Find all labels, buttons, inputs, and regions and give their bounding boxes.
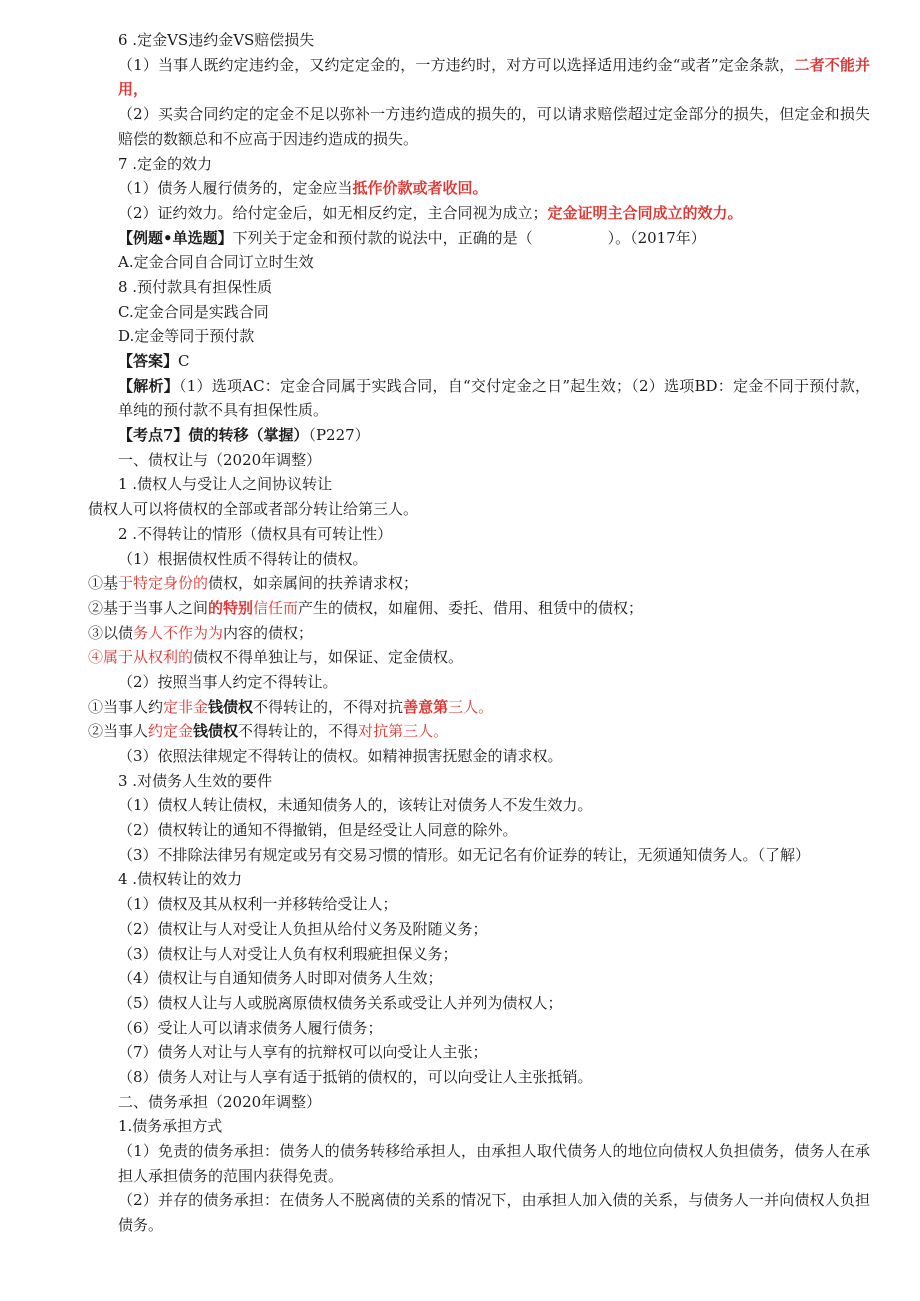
subheading: 3 .对债务人生效的要件 (118, 771, 273, 790)
paragraph: 债权人可以将债权的全部或者部分转让给第三人。 (88, 500, 419, 519)
subheading: 2 .不得转让的情形（债权具有可转让性） (118, 524, 393, 543)
example-question: 【例题•单选题】下列关于定金和预付款的说法中，正确的是（ ）。（2017年） (118, 228, 706, 247)
answer: 【答案】C (118, 352, 190, 370)
paragraph: （1）当事人既约定违约金，又约定定金的，一方违约时，对方可以选择适用违约金“或者”定金条款，二者不能并用， (118, 55, 870, 99)
list-item: ③以债务人不作为为内容的债权； (88, 623, 314, 642)
list-item: ④属于从权利的债权不得单独让与，如保证、定金债权。 (88, 648, 464, 667)
list-item: ②当事人约定金钱债权不得转让的，不得对抗第三人。 (88, 722, 449, 741)
list-item: ②基于当事人之间的特别信任而产生的债权，如雇佣、委托、借用、租赁中的债权； (88, 598, 644, 617)
paragraph: （3）依照法律规定不得转让的债权。如精神损害抚慰金的请求权。 (118, 747, 563, 766)
paragraph: （2）债权转让的通知不得撤销，但是经受让人同意的除外。 (118, 821, 518, 840)
option-a: A.定金合同自合同订立时生效 (118, 253, 314, 272)
option-b: 8 .预付款具有担保性质 (118, 277, 273, 296)
paragraph: （2）证约效力。给付定金后，如无相反约定，主合同视为成立；定金证明主合同成立的效力。 (118, 203, 743, 222)
paragraph: （2）并存的债务承担：在债务人不脱离债的关系的情况下，由承担人加入债的关系，与债务人一并向债权人负担债务。 (118, 1191, 870, 1235)
section-heading: 二、债务承担（2020年调整） (118, 1092, 322, 1111)
subheading: 4 .债权转让的效力 (118, 870, 243, 889)
list-item: （6）受让人可以请求债务人履行债务； (118, 1018, 383, 1037)
list-item: （5）债权人让与人或脱离原债权债务关系或受让人并列为债权人； (118, 993, 563, 1012)
list-item: （8）债务人对让与人享有适于抵销的债权的，可以向受让人主张抵销。 (118, 1067, 593, 1086)
list-item: （4）债权让与自通知债务人时即对债务人生效； (118, 969, 443, 988)
analysis: 【解析】（1）选项AC：定金合同属于实践合同，自“交付定金之日”起生效；（2）选项BD：定金不同于预付款，单纯的预付款不具有担保性质。 (118, 376, 870, 420)
section-heading: 一、债权让与（2020年调整） (118, 450, 322, 469)
paragraph: （2）按照当事人约定不得转让。 (118, 672, 338, 691)
paragraph: （1）根据债权性质不得转让的债权。 (118, 549, 368, 568)
subheading: 1 .债权人与受让人之间协议转让 (118, 475, 333, 494)
paragraph: （2）买卖合同约定的定金不足以弥补一方违约造成的损失的，可以请求赔偿超过定金部分的损失，但定金和损失赔偿的数额总和不应高于因违约造成的损失。 (118, 105, 870, 148)
paragraph: （1）债务人履行债务的，定金应当抵作价款或者收回。 (118, 179, 488, 198)
topic-heading: 【考点7】债的转移（掌握）（P227） (118, 426, 370, 445)
paragraph: （1）债权人转让债权，未通知债务人的，该转让对债务人不发生效力。 (118, 796, 593, 815)
paragraph: （3）不排除法律另有规定或另有交易习惯的情形。如无记名有价证券的转让，无须通知债务人。（了解） (118, 845, 811, 864)
list-item: （2）债权让与人对受让人负担从给付义务及附随义务； (118, 919, 488, 938)
document-body (88, 28, 870, 1238)
subheading: 1.债务承担方式 (118, 1117, 223, 1136)
option-d: D.定金等同于预付款 (118, 327, 255, 346)
list-item: （1）债权及其从权利一并移转给受让人； (118, 895, 398, 914)
list-item: （7）债务人对让与人享有的抗辩权可以向受让人主张； (118, 1043, 488, 1062)
heading-deposit-vs-penalty: 6 .定金VS违约金VS赔偿损失 (118, 31, 315, 49)
list-item: ①基于特定身份的债权，如亲属间的扶养请求权； (88, 574, 419, 593)
heading-deposit-effect: 7 .定金的效力 (118, 154, 213, 173)
list-item: ①当事人约定非金钱债权不得转让的，不得对抗善意第三人。 (88, 697, 494, 716)
list-item: （3）债权让与人对受让人负有权利瑕疵担保义务； (118, 944, 458, 963)
option-c: C.定金合同是实践合同 (118, 302, 269, 321)
paragraph: （1）免责的债务承担：债务人的债务转移给承担人，由承担人取代债务人的地位向债权人负担债务，债务人在承担人承担债务的范围内获得免责。 (118, 1142, 870, 1185)
